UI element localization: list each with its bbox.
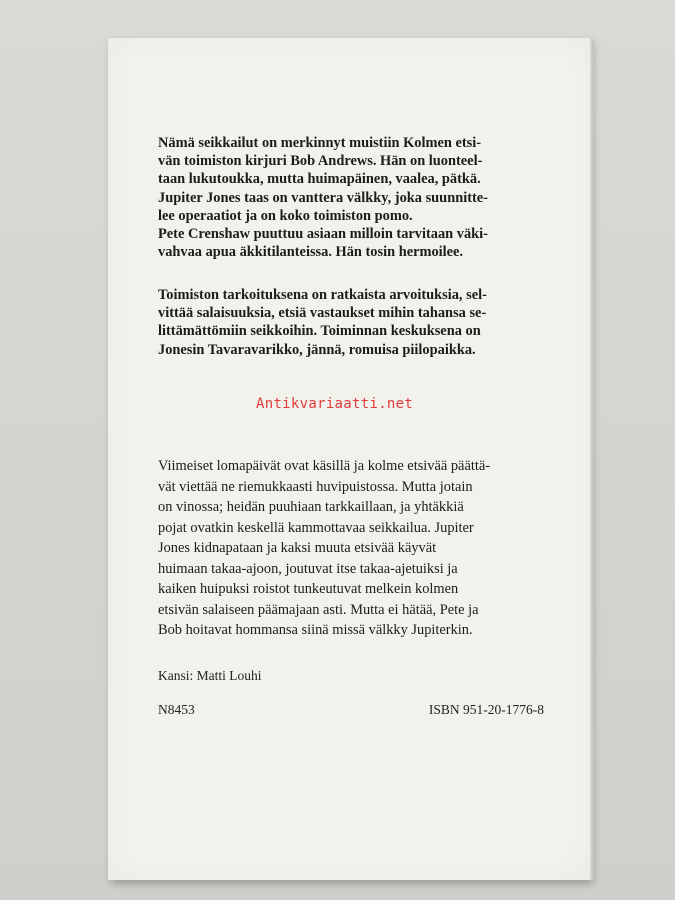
intro-line: Nämä seikkailut on merkinnyt muistiin Kolmen etsi- bbox=[158, 135, 482, 151]
office-line: Jonesin Tavaravarikko, jännä, romuisa piilopaikka. bbox=[158, 341, 476, 358]
isbn-number: ISBN 951-20-1776-8 bbox=[428, 702, 544, 717]
story-paragraph bbox=[158, 456, 538, 641]
story-line: etsivän salaiseen päämajaan asti. Mutta ei hätää, Pete ja bbox=[158, 601, 479, 618]
office-line: littämättömiin seikkoihin. Toiminnan keskuksena on bbox=[158, 323, 481, 340]
story-line: huimaan takaa-ajoon, joutuvat itse takaa-ajetuiksi ja bbox=[158, 560, 458, 577]
office-paragraph bbox=[158, 286, 528, 359]
intro-line: taan lukutoukka, mutta huimapäinen, vaalea, pätkä. bbox=[158, 171, 481, 188]
cover-credit: Kansi: Matti Louhi bbox=[158, 668, 262, 683]
story-line: vät viettää ne riemukkaasti huvipuistossa. Mutta jotain bbox=[158, 478, 473, 495]
story-line: Viimeiset lomapäivät ovat käsillä ja kolme etsivää päättä- bbox=[158, 458, 491, 474]
office-line: vittää salaisuuksia, etsiä vastaukset mihin tahansa se- bbox=[158, 305, 487, 322]
intro-line: Jupiter Jones taas on vanttera välkky, joka suunnitte- bbox=[158, 189, 488, 206]
office-line: Toimiston tarkoituksena on ratkaista arvoituksia, sel- bbox=[158, 287, 487, 303]
story-line: Jones kidnapataan ja kaksi muuta etsivää käyvät bbox=[158, 540, 437, 556]
intro-paragraph bbox=[158, 134, 528, 261]
watermark: Antikvariaatti.net bbox=[256, 396, 414, 412]
book-back-cover bbox=[108, 38, 590, 880]
story-line: pojat ovatkin keskellä kammottavaa seikkailua. Jupiter bbox=[158, 519, 474, 536]
product-code: N8453 bbox=[158, 702, 195, 717]
intro-line: vahvaa apua äkkitilanteissa. Hän tosin hermoilee. bbox=[158, 244, 464, 261]
intro-line: lee operaatiot ja on koko toimiston pomo. bbox=[158, 207, 413, 224]
story-line: kaiken huipuksi roistot tunkeutuvat melkein kolmen bbox=[158, 581, 459, 597]
intro-line: Pete Crenshaw puuttuu asiaan milloin tarvitaan väki- bbox=[158, 226, 488, 243]
intro-line: vän toimiston kirjuri Bob Andrews. Hän on luonteel- bbox=[158, 153, 483, 170]
story-line: on vinossa; heidän puuhiaan tarkkaillaan, ja yhtäkkiä bbox=[158, 499, 464, 515]
story-line: Bob hoitavat hommansa siinä missä välkky Jupiterkin. bbox=[158, 622, 473, 638]
